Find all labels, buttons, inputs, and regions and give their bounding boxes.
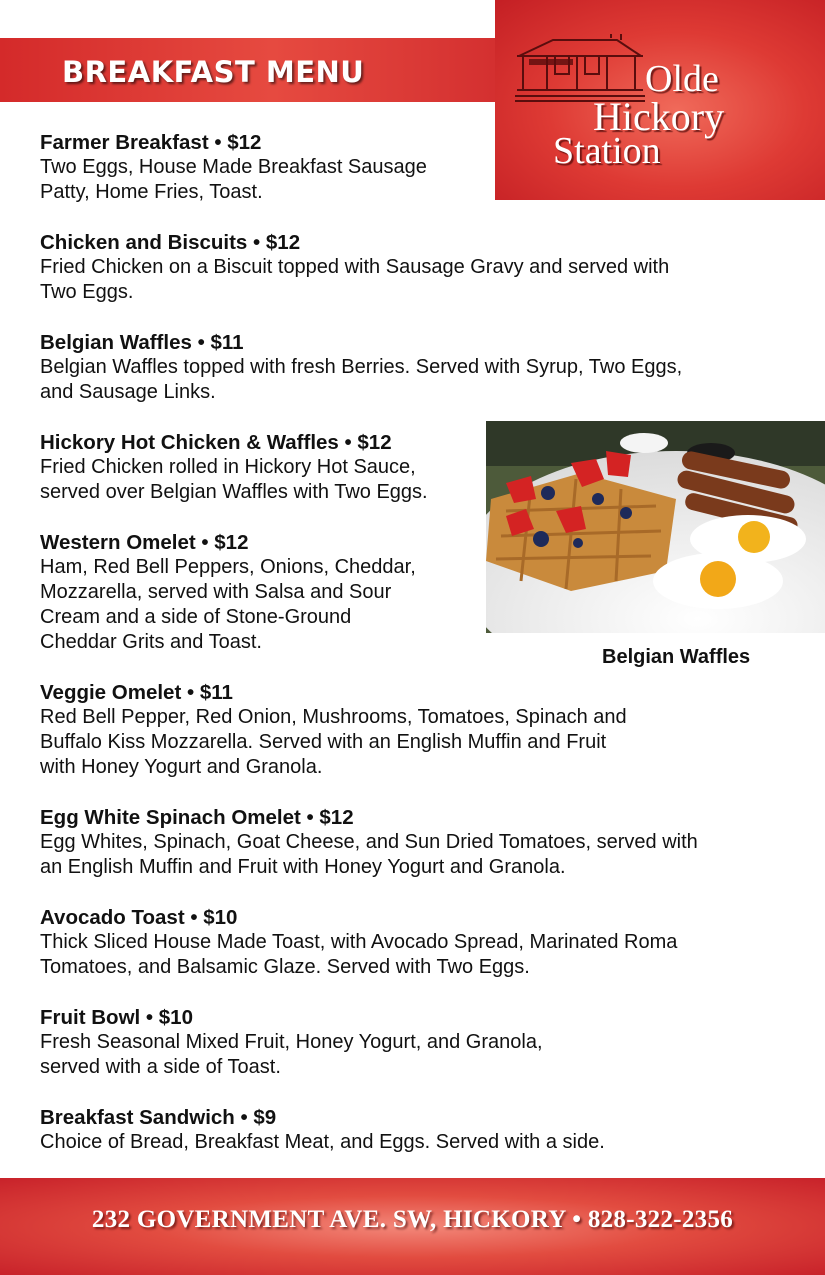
item-name: Belgian Waffles • $11 — [40, 331, 244, 354]
item-desc-line: Mozzarella, served with Salsa and Sour — [40, 581, 392, 603]
item-desc-line: Buffalo Kiss Mozzarella. Served with an English Muffin and Fruit — [40, 731, 607, 753]
item-name: Farmer Breakfast • $12 — [40, 131, 262, 154]
item-desc-line: with Honey Yogurt and Granola. — [40, 756, 323, 778]
item-desc-line: Fried Chicken rolled in Hickory Hot Sauce, — [40, 456, 416, 478]
item-desc-line: Choice of Bread, Breakfast Meat, and Eggs. Served with a side. — [40, 1131, 605, 1153]
item-name: Hickory Hot Chicken & Waffles • $12 — [40, 431, 392, 454]
item-name: Veggie Omelet • $11 — [40, 681, 233, 704]
photo-caption: Belgian Waffles — [602, 646, 751, 668]
menu-item-hickory-hot-chicken-waffles — [40, 430, 428, 505]
menu-item-avocado-toast — [40, 905, 677, 980]
item-desc-line: Thick Sliced House Made Toast, with Avocado Spread, Marinated Roma — [40, 931, 678, 953]
belgian-waffles-photo — [486, 421, 825, 633]
item-desc-line: Two Eggs. — [40, 281, 134, 303]
item-desc-line: Red Bell Pepper, Red Onion, Mushrooms, Tomatoes, Spinach and — [40, 706, 627, 728]
logo-text-line-1: Olde — [645, 58, 719, 100]
item-desc-line: an English Muffin and Fruit with Honey Yogurt and Granola. — [40, 856, 566, 878]
item-name: Egg White Spinach Omelet • $12 — [40, 806, 354, 829]
item-desc-line: served with a side of Toast. — [40, 1056, 281, 1078]
logo — [495, 0, 825, 200]
item-name: Breakfast Sandwich • $9 — [40, 1106, 277, 1129]
item-name: Chicken and Biscuits • $12 — [40, 231, 301, 254]
logo-text-line-3: Station — [553, 130, 661, 172]
item-desc-line: Two Eggs, House Made Breakfast Sausage — [40, 156, 427, 178]
item-desc-line: Patty, Home Fries, Toast. — [40, 181, 263, 203]
logo-text-line-2: Hickory — [593, 94, 725, 139]
menu-item-belgian-waffles — [40, 330, 682, 405]
item-desc-line: Belgian Waffles topped with fresh Berries. Served with Syrup, Two Eggs, — [40, 356, 683, 378]
item-desc-line: Cream and a side of Stone-Ground — [40, 606, 352, 628]
menu-title: BREAKFAST MENU — [62, 55, 365, 89]
item-desc-line: Egg Whites, Spinach, Goat Cheese, and Sun Dried Tomatoes, served with — [40, 831, 698, 853]
item-name: Western Omelet • $12 — [40, 531, 249, 554]
footer-address-phone: 232 GOVERNMENT AVE. SW, HICKORY • 828-322-2356 — [91, 1206, 734, 1233]
menu-item-western-omelet — [40, 530, 416, 655]
menu-item-breakfast-sandwich — [40, 1105, 605, 1155]
menu-item-fruit-bowl — [40, 1005, 543, 1080]
menu-item-farmer-breakfast — [40, 130, 427, 205]
menu-item-egg-white-spinach-omelet — [40, 805, 698, 880]
item-name: Avocado Toast • $10 — [40, 906, 238, 929]
item-desc-line: Fried Chicken on a Biscuit topped with Sausage Gravy and served with — [40, 256, 670, 278]
item-desc-line: and Sausage Links. — [40, 381, 216, 403]
menu-item-chicken-and-biscuits — [40, 230, 669, 305]
item-desc-line: Fresh Seasonal Mixed Fruit, Honey Yogurt, and Granola, — [40, 1031, 543, 1053]
item-desc-line: served over Belgian Waffles with Two Eggs. — [40, 481, 428, 503]
item-name: Fruit Bowl • $10 — [40, 1006, 193, 1029]
item-desc-line: Ham, Red Bell Peppers, Onions, Cheddar, — [40, 556, 416, 578]
menu-item-veggie-omelet — [40, 680, 627, 780]
item-desc-line: Tomatoes, and Balsamic Glaze. Served with Two Eggs. — [40, 956, 530, 978]
item-desc-line: Cheddar Grits and Toast. — [40, 631, 262, 653]
